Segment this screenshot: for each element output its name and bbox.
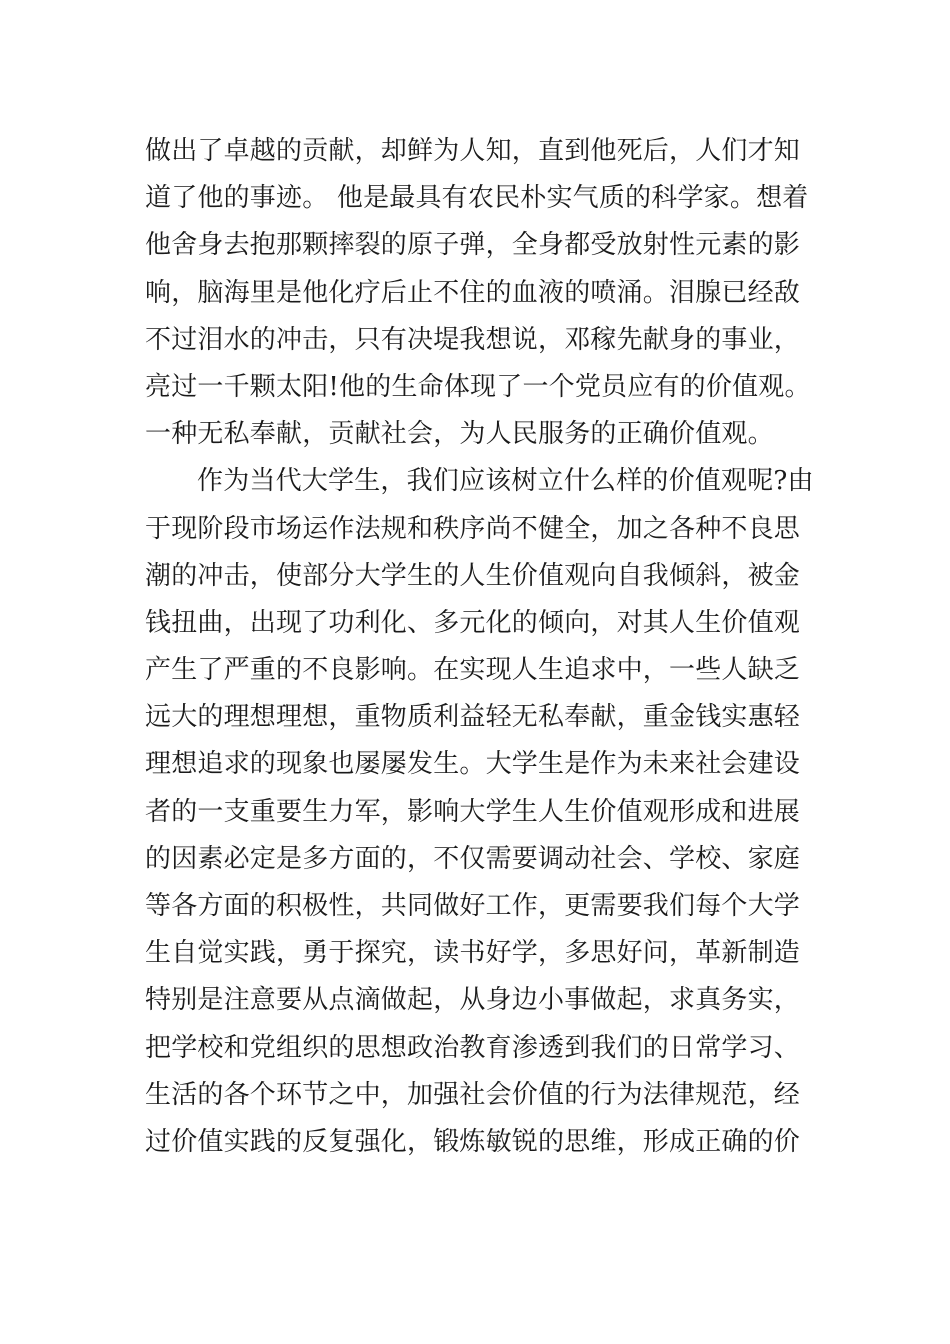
text-line: 于现阶段市场运作法规和秩序尚不健全，加之各种不良思: [145, 513, 801, 544]
text-line: 生自觉实践，勇于探究，读书好学，多思好问，革新制造: [145, 938, 801, 969]
text-line: 产生了严重的不良影响。在实现人生追求中，一些人缺乏: [145, 655, 801, 686]
body-text: [145, 128, 815, 1166]
text-line: 他舍身去抱那颗摔裂的原子弹，全身都受放射性元素的影: [145, 230, 801, 261]
text-line: 一种无私奉献，贡献社会，为人民服务的正确价值观。: [145, 419, 774, 450]
text-line: 不过泪水的冲击，只有决堤我想说，邓稼先献身的事业，: [145, 324, 801, 355]
paragraph-first-line: 作为当代大学生，我们应该树立什么样的价值观呢?由: [197, 466, 814, 497]
text-line: 理想追求的现象也屡屡发生。大学生是作为未来社会建设: [145, 749, 801, 780]
text-line: 特别是注意要从点滴做起，从身边小事做起，求真务实，: [145, 985, 801, 1016]
text-line: 者的一支重要生力军，影响大学生人生价值观形成和进展: [145, 796, 801, 827]
text-line: 远大的理想理想，重物质利益轻无私奉献，重金钱实惠轻: [145, 702, 801, 733]
text-line: 等各方面的积极性，共同做好工作，更需要我们每个大学: [145, 891, 801, 921]
text-line: 把学校和党组织的思想政治教育渗透到我们的日常学习、: [145, 1032, 801, 1063]
text-line: 钱扭曲，出现了功利化、多元化的倾向，对其人生价值观: [145, 607, 801, 638]
text-line: 响，脑海里是他化疗后止不住的血液的喷涌。泪腺已经敌: [145, 277, 801, 308]
text-line: 道了他的事迹。 他是最具有农民朴实气质的科学家。想着: [145, 183, 809, 214]
text-line: 生活的各个环节之中，加强社会价值的行为法律规范，经: [145, 1079, 801, 1110]
text-line: 做出了卓越的贡献，却鲜为人知，直到他死后，人们才知: [145, 136, 801, 166]
text-line: 亮过一千颗太阳!他的生命体现了一个党员应有的价值观。: [145, 371, 811, 402]
text-line: 的因素必定是多方面的，不仅需要调动社会、学校、家庭: [145, 843, 801, 874]
text-line: 过价值实践的反复强化，锻炼敏锐的思维，形成正确的价: [145, 1126, 801, 1157]
text-line: 潮的冲击，使部分大学生的人生价值观向自我倾斜，被金: [145, 560, 801, 591]
